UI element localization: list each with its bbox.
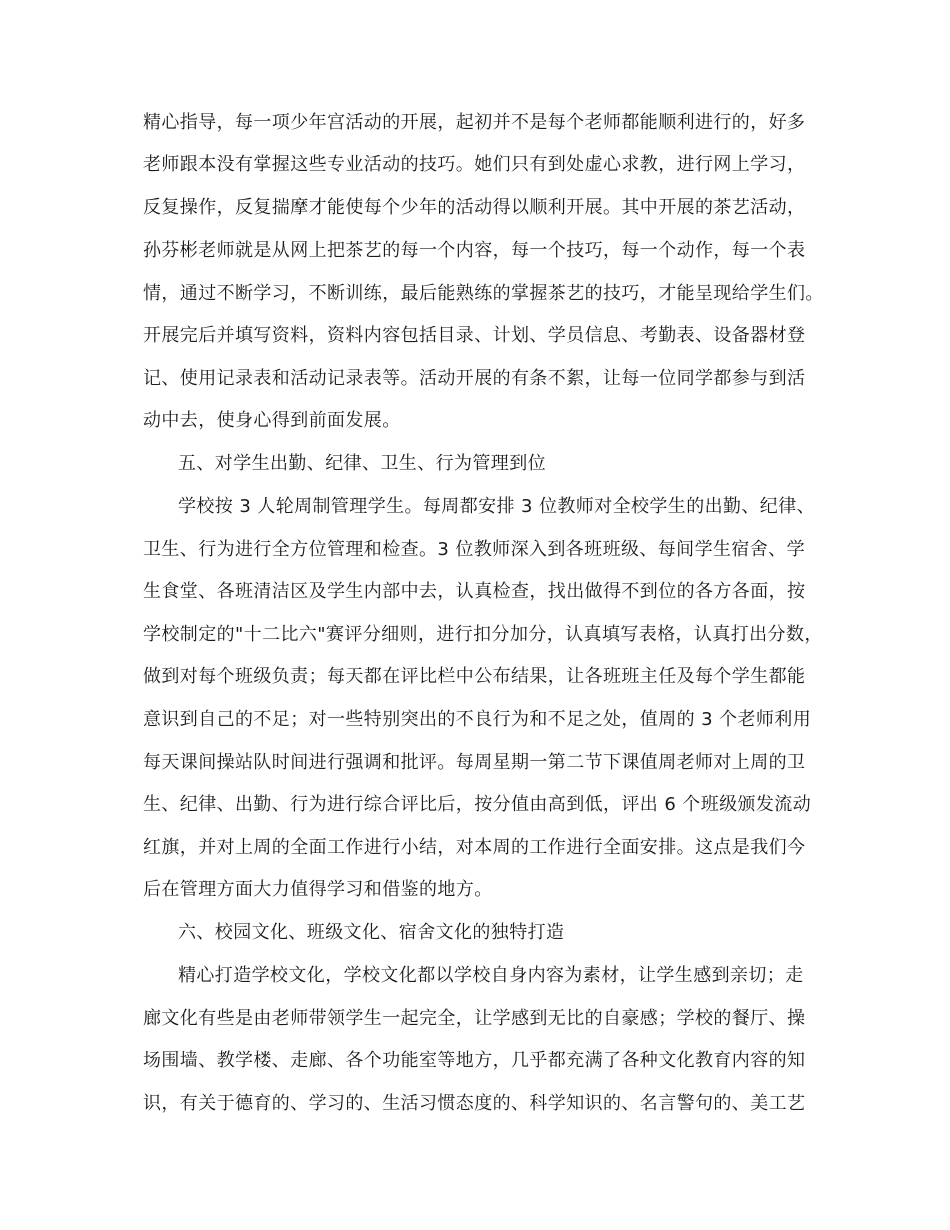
- text-line: 生、纪律、出勤、行为进行综合评比后，按分值由高到低，评出 6 个班级颁发流动: [143, 794, 812, 815]
- text-line: 做到对每个班级负责；每天都在评比栏中公布结果，让各班班主任及每个学生都能: [143, 666, 806, 687]
- text-line: 学校制定的"十二比六"赛评分细则，进行扣分加分，认真填写表格，认真打出分数，: [143, 624, 823, 645]
- text-line: 精心指导，每一项少年宫活动的开展，起初并不是每个老师都能顺利进行的，好多: [143, 112, 806, 133]
- text-line: 后在管理方面大力值得学习和借鉴的地方。: [143, 879, 493, 900]
- text-line: 开展完后并填写资料，资料内容包括目录、计划、学员信息、考勤表、设备器材登: [143, 325, 806, 346]
- text-line: 意识到自己的不足；对一些特别突出的不良行为和不足之处，值周的 3 个老师利用: [143, 709, 812, 730]
- section-heading-5: 五、对学生出勤、纪律、卫生、行为管理到位: [178, 453, 546, 474]
- text-line: 生食堂、各班清洁区及学生内部中去，认真检查，找出做得不到位的各方各面，按: [143, 581, 806, 602]
- text-line: 每天课间操站队时间进行强调和批评。每周星期一第二节下课值周老师对上周的卫: [143, 752, 806, 773]
- text-line: 识，有关于德育的、学习的、生活习惯态度的、科学知识的、名言警句的、美工艺: [143, 1093, 806, 1114]
- text-line: 卫生、行为进行全方位管理和检查。3 位教师深入到各班班级、每间学生宿舍、学: [143, 539, 805, 560]
- text-line: 学校按 3 人轮周制管理学生。每周都安排 3 位教师对全校学生的出勤、纪律、: [178, 496, 815, 517]
- text-line: 孙芬彬老师就是从网上把茶艺的每一个内容，每一个技巧，每一个动作，每一个表: [143, 240, 806, 261]
- text-line: 老师跟本没有掌握这些专业活动的技巧。她们只有到处虚心求教，进行网上学习，: [143, 154, 806, 175]
- text-line: 情，通过不断学习，不断训练，最后能熟练的掌握茶艺的技巧，才能呈现给学生们。: [143, 283, 824, 304]
- text-line: 动中去，使身心得到前面发展。: [143, 410, 401, 431]
- text-line: 精心打造学校文化，学校文化都以学校自身内容为素材，让学生感到亲切；走: [178, 965, 804, 986]
- section-heading-6: 六、校园文化、班级文化、宿舍文化的独特打造: [178, 922, 565, 943]
- text-line: 反复操作，反复揣摩才能使每个少年的活动得以顺利开展。其中开展的茶艺活动，: [143, 197, 806, 218]
- text-line: 红旗，并对上周的全面工作进行小结，对本周的工作进行全面安排。这点是我们今: [143, 837, 806, 858]
- text-line: 廊文化有些是由老师带领学生一起完全，让学感到无比的自豪感；学校的餐厅、操: [143, 1008, 806, 1029]
- text-line: 记、使用记录表和活动记录表等。活动开展的有条不絮，让每一位同学都参与到活: [143, 368, 806, 389]
- text-line: 场围墙、教学楼、走廊、各个功能室等地方，几乎都充满了各种文化教育内容的知: [143, 1050, 806, 1071]
